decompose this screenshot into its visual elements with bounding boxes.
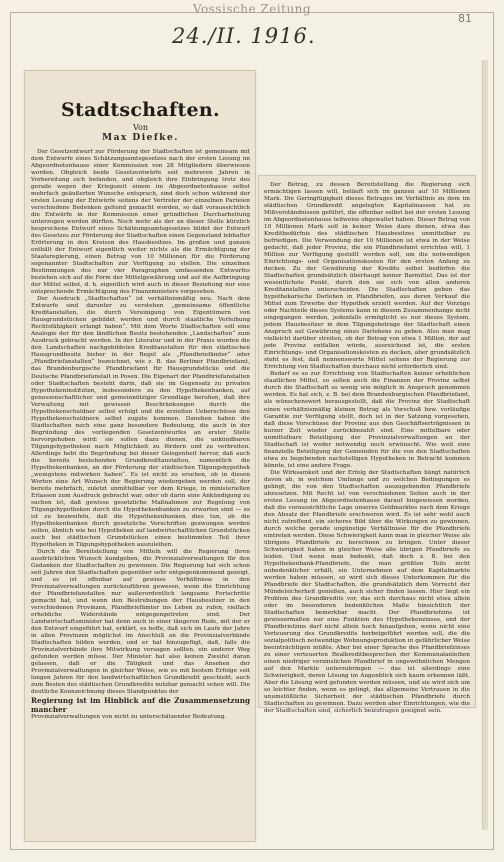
paragraph: Bedarf es so zur Errichtung von Stadtschaften keiner erheblichen staatlichen Mittel, so sollen auch die Finanzen der Provinz selbst durch die Stadtschaft so wenig wie möglich in Anspruch genommen werden. Es hat sich, z. B. bei dem Brandenburgischen Pfandbriefamt, als wünschenswert herausgestellt, daß die Provinz der Stadtschaft einen verhältnismäßig kleinen Betrag als Vorschuß bzw. vorläufige Garantie zur Verfügung stellt, doch ist in der Satzung vorgesehen, daß diese Vorschüsse der Provinz aus den Geschäftserträgnissen in kurzer Zeit wieder zurückbezahlt sind. Eine mittelbare oder unmittelbare Beteiligung der Provinzialverwaltungen an der Stadtschaft ist weder notwendig noch erwünscht. Wie weit eine finanzielle Beteiligung der Gemeinden für die von den Stadtschaften etwa zu begebenden nachstelligen Hypotheken in Betracht kommen könnte, ist eine andere Frage. xyxy=(264,371,470,469)
paragraph: Die Wirksamkeit und der Erfolg der Stadtschaften hängt natürlich davon ab, in welchem Umfange und zu welchen Bedingungen es gelingt, die von den Stadtschaften auszugebenden Pfandbriefe abzusetzen. Mit Recht ist von verschiedenen Seiten auch in der ersten Lesung im Abgeordnetenhause darauf hingewiesen worden, daß die voraussichtliche Lage unseres Geldmarktes nach dem Kriege den Absatz der Pfandbriefe erschweren wird. Es ist sehr wohl auch nicht zutreffend, ein sicheres Bild über die Wirkungen zu gewinnen, durch welche gerade ungünstige Verhältnisse für die Pfandbriefe eintreten werden. Diese Schwierigkeit kann man in gleicher Weise als übrigens Pfandbriefe zu berechnen zu bringen. Unter dieser Schwierigkeit haben in gleicher Weise alle übrigen Pfandbriefe zu leiden. Und wenn man bedenkt, daß doch z. B. bei den Hypothekenbank-Pfandbriefe, die man größten Teils nicht unbedenklicher erhält, ein Unternehmen auf dem Kapitalmarkte werden haben müssen, so wird sich dieses Unterkommen für die Pfandbriefe der Stadtschaften, die grundsätzlich dem Vorrecht der Mündelsicherheit genießen, auch sicher finden lassen. Hier liegt ein Problem des Grundkredits vor, das sich durchaus nicht etwa allein oder im besonderen bedenklichen Maße hinsichtlich der Stadtschaften bemerkbar macht. Der Pfandbriefzins ist gewissermaßen nur eine Funktion des Hypothekenzinses, und der Pfandbriefzins darf nicht allein hoch hinaufgehen, wenn nicht eine Verteuerung des Grundkredits herbeigeführt werden soll, die die sozialpolitisch notwendige Wohnungsproduktion in gefährlicher Weise beeinträchtigen müßte. Aber bei einer Sprache des Pfandbriefzinses zu einer verteuerten Realkreditbesprechen der Kommunalanleihen einen niedriger verzinslichen Pfandbrief in ungewöhnlichen Mengen auf den Markte unterzubringen — das ist allerdings eine Schwierigkeit, deren Lösung im Augenblick sich kaum erkennen läßt. Aber die Lösung wird gefunden werden müssen, und sie wird sich um so leichter finden, wenn es gelingt, das allgemeine Vertrauen in die unumstößliche Sicherheit der städtischen Pfandbriefe durch Stadtschaften zu gewinnen. Dazu werden aber Einrichtungen, wie die der Stadtschaften sind, sicherlich beizutragen geeignet sein. xyxy=(264,469,470,715)
article-body-left xyxy=(31,149,250,721)
bold-statement: Regierung ist im Hinblick auf die Zusammensetzung mancher xyxy=(31,696,250,714)
byline-prefix: Von xyxy=(132,123,148,132)
paragraph: Durch die Bereitstellung von Mitteln will die Regierung ihren ausdrücklichen Wunsch kundgeben, die Provinzialverwaltungen für den Gedanken der Stadtschaften zu gewinnen. Die Regierung hat sich schon seit Jahren den Stadtschaften gegenüber sehr entgegenkommend gezeigt, und es ist offenbar auf gewisse Verhältnisse in den Provinzialverwaltungen zurückzuführen gewesen, wenn die Einrichtung der Pfandbriefanstalten nur außerordentlich langsame Fortschritte gemacht hat, und wenn den Bestrebungen der Hausbesitzer in den verschiedenen Provinzen, Pfandbriefämter ins Leben zu rufen, vielfach erhebliche Widerstände entgegengetreten sind. Der Landwirtschaftsminister hat denn auch in einer längeren Rede, mit der er den Entwurf eingeführt hat, erklärt, es hoffe, daß sich im Laufe der Jahre in allen Provinzen möglichst im Anschluß an die Provinzialverbände Stadtschaften bilden werden, und er hat hinzugefügt, daß, falls die Provinzialverbände ihre Mitwirkung versagen sollten, ein anderer Weg gefunden werden müsse. Der Minister hat also keinen Zweifel daran gelassen, daß er die Tätigkeit und das Ansehen der Provinzialverwaltungen in gleicher Weise, wie es mit bestem Erfolge seit langen Jahren für den landwirtschaftlichen Grundkredit geschieht, auch zum Besten des städtischen Grundkredits nutzbar gemacht sehen will. Die deutliche Kennzeichnung dieses Standpunktes der xyxy=(31,548,250,696)
handwritten-date: 24./II. 1916. xyxy=(172,24,316,48)
article-title: Stadtschaften. xyxy=(61,99,220,121)
page-number: 81 xyxy=(458,12,472,25)
paragraph: Der Ausdruck „Stadtschaften“ ist verhältnismäßig neu. Nach dem Entwurfe sind darunter zu verstehen „gemeinsame öffentliche Kreditanstalten, die durch Vereinigung von Eigentümern von Hausgrundstücken gebildet werden und durch staatliche Verleihung Rechtsfähigkeit erlangt haben“. Mit dem Worte Stadtschaften soll eine Analogie der für den ländlichen Besitz bestehenden „Landschaften“ zum Ausdruck gebracht werden. In der Literatur und in der Praxis wurden die den Landschaften nachgebildeten Kreditanstalten für den städtischen Hausgrundbesitz bisher in der Regel als „Pfandbriefämter“ oder „Pfandbriefanstalten“ bezeichnet, wie z. B. das Berliner Pfandbriefamt, das Brandenburgische Pfandbriefamt für Hausgrundstücke und die Deutsche Pfandbriefanstalt in Posen. Die Eigenart der Pfandbriefanstalten oder Stadtschaften besteht darin, daß sie im Gegensatz zu privaten Hypothekeninstituten, insbesondere zu den Hypothekenbanken, auf genossenschaftlicher und gemeinnütziger Grundlage beruhen, daß ihre Verwaltung mit gewissen Beschränkungen durch die Hypothekenschuldner selbst erfolgt und die erzielten Ueberschüsse den Hypothekenschuldnern selbst zugute kommen. Daneben haben die Stadtschaften noch eine ganz besondere Bedeutung, die auch in der Begründung des vorliegenden Gesetzentwurfes an erster Stelle hervorgehoben wird: sie sollen dazu dienen, die unkündbaren Tilgungshypotheken nach Möglichkeit zu fördern und zu verbreiten. Allerdings hebt die Begründung bei dieser Gelegenheit hervor, daß auch die bereits bestehenden Grundkreditanstalten, namentlich die Hypothekenbanken, an der Förderung der städtischen Tilgungshypothek „wenigstens mitwirken haben“. Es ist nicht zu ersehen, ob in diesen Worten eine Art Wunsch der Regierung wiedergeben werden soll, der bereits mehrfach, zuletzt unmittelbar vor dem Kriege, in ministeriellen Erlassen zum Ausdruck gebracht war, oder ob darin eine Ankündigung zu suchen ist, daß gewisse gesetzliche Maßnahmen zur Regelung von Tilgungshypotheken durch die Hypothekenbanken zu erwarten sind — es ist zu bezweifeln, daß die Hypothekenbanken dies tun, ob die Hypothekenbanken durch gesetzliche Vorschriften gezwungen werden sollen, ähnlich wie bei Hypotheken auf landwirtschaftlichen Grundstücken auch bei städtischen Grundstücken einen bestimmten Teil ihrer Hypotheken in Tilgungshypotheken auszuleihen. xyxy=(31,296,250,548)
adjacent-clipping-edge xyxy=(482,60,488,830)
clipping-right-column xyxy=(258,175,476,715)
paragraph: Der Betrag, zu dessen Bereitstellung die Regierung sich ermächtigen lassen will, beläuft sich im ganzen auf 10 Millionen Mark. Die Geringfügigkeit dieses Betrages im Verhältnis zu dem im städtischen Grundkredit angelegten Kapitalmassen hat zu Mißverständnissen geführt, die offenbar selbst bei der ersten Lesung im Abgeordnetenhause teilweise obgewaltet haben. Dieser Betrag von 10 Millionen Mark soll in keiner Weise dazu dienen, etwa das Kreditbedürfnis des städtischen Hausbesitzes unmittelbar zu befriedigen. Die Verwendung der 10 Millionen ist etwa in der Weise gedacht, daß jeder Provinz, die ein Pfandbriefamt errichten will, 1 Million zur Verfügung gestellt werden soll, um die notwendigen Einrichtungs- und Organisationskosten für den ersten Anfang zu decken. Zu der Gewährung der Kredite selbst bedürfen die Stadtschaften grundsätzlich überhaupt keiner Barmittel. Das ist der wesentlichste Punkt, durch den sie sich von allen anderen Kreditanstalten unterscheiden. Die Stadtschaften geben das hypothekarische Darlehen in Pfandbriefen, aus deren Verkauf die Mittel zum Erwerbe der Hypothek erzielt werden. Auf der Vorzüge oder Nachteile dieses Systems kann in diesem Zusammenhange nicht eingegangen werden, jedenfalls ermöglicht es nur dieses System, jedem Hausbesitzer in dem Tilgungsbetrage der Stadtschaft einen Anspruch auf Gewährung eines Darlehens zu geben. Also man mag vielleicht darüber streiten, ob der Betrag von etwa 1 Million, der auf jede Provinz entfallen würde, ausreichend ist, die ersten Einrichtungs- und Organisationskosten zu decken, aber grundsätzlich steht es fest, daß nennenswerte Mittel seitens der Regierung zur Errichtung von Stadtschaften durchaus nicht erforderlich sind. xyxy=(264,182,470,371)
clipping-left-column xyxy=(24,70,256,842)
closing-line: Provinzialverwaltungen von nicht zu unterschätzender Bedeutung. xyxy=(31,714,227,721)
paragraph: Der Gesetzentwurf zur Förderung der Stadtschaften ist gemeinsam mit dem Entwurfe eines Schätzungsamtsgesetzes nach der ersten Lesung im Abgeordnetenhause einer Kommission von 28 Mitgliedern überwiesen worden. Obgleich beide Gesetzentwürfe seit mehreren Jahren in Vorbereitung sich befanden, und obgleich ihre Einbringung trotz des gerade wegen der Kriegszeit einem im Abgeordnetenhause selbst mehrfach geäußerten Wunsche entsprach, sind doch schon während der ersten Lesung der Entwürfe seitens der Vertreter der einzelnen Parteien verschiedene Bedenken geltend gemacht worden, so daß voraussichtlich die Entwürfe in der Kommission einer gründlichen Durcharbeitung unterzogen werden dürften. Noch mehr als der an dieser Stelle kürzlich besprochene Entwurf eines Schätzungsamtsgesetzes bildet der Entwurf des Gesetzes zur Förderung der Stadtschaften einen Gegenstand lebhafter Erörterung in den Kreisen des Hausbesitzes. Im großen und ganzen enthält der Entwurf eigentlich weiter nichts als die Ermächtigung der Staatsregierung, einen Betrag von 10 Millionen für die Förderung sogenannter Stadtschaften zur Verfügung zu stellen. Die einzelnen Bestimmungen des nur vier Paragraphen umfassenden Entwurfes beziehen sich auf die Form der Mittelgewährung und auf die Aufbringung der Mittel selbst, d. h. eigentlich wird auch in dieser Beziehung nur eine entsprechende Ermächtigung des Finanzministers vorgesehen. xyxy=(31,149,250,296)
newspaper-masthead: Vossische Zeitung xyxy=(192,2,312,16)
article-body-right xyxy=(264,182,470,715)
article-author: Max Diefke. xyxy=(102,133,179,143)
